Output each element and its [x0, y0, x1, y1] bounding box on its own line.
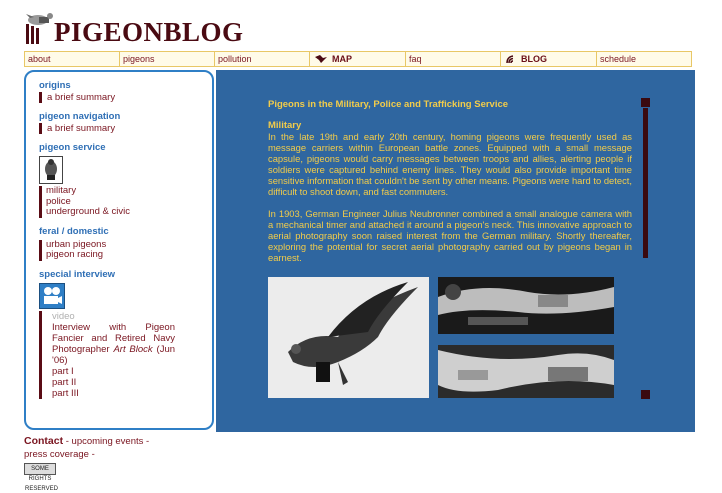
sidebar-title-feral[interactable]: feral / domestic [39, 225, 109, 237]
sidebar-link-military[interactable]: military [46, 185, 77, 196]
signal-waves-icon [505, 54, 517, 64]
sidebar-link-origins-summary[interactable]: a brief summary [39, 92, 212, 103]
sidebar-title-navigation[interactable]: pigeon navigation [39, 111, 121, 122]
nav-blog[interactable] [501, 52, 597, 66]
article [268, 99, 632, 274]
article-paragraph-1: In the late 19th and early 20th century, homing pigeons were frequently used as message carriers within European battle zones. Equipped with a small message capsule, pigeons would carry messages between troops and allies, alerting people if soldiers were captured behind enemy lines. They would also provide important time sensitive information that couldn't be sent by other means. Pigeons were hard to detect, difficult to shoot down, and fast commuters. [268, 131, 632, 197]
video-camera-thumbnail[interactable] [39, 283, 65, 309]
interview-part-2[interactable]: part II [52, 376, 77, 388]
sidebar-title-service[interactable]: pigeon service [39, 142, 106, 153]
nav-map[interactable] [310, 52, 406, 66]
video-label: video [52, 310, 75, 322]
video-camera-icon [40, 284, 64, 308]
interview-part-3[interactable]: part III [52, 387, 79, 399]
sidebar-title-origins[interactable]: origins [39, 80, 71, 91]
service-links [39, 186, 212, 218]
nav-about[interactable]: about [25, 52, 120, 66]
pigeon-photo-thumbnail[interactable] [39, 156, 63, 184]
interview-part-1[interactable]: part I [52, 365, 74, 377]
nav-pollution[interactable]: pollution [215, 52, 310, 66]
main-content-panel [216, 70, 695, 432]
article-heading: Pigeons in the Military, Police and Trafficking Service [268, 99, 509, 110]
pigeon-thumbnail-icon [40, 157, 62, 183]
nav-pigeons[interactable]: pigeons [120, 52, 215, 66]
creative-commons-badge[interactable]: SOME RIGHTS RESERVED [24, 463, 56, 475]
aerial-photo-1 [438, 277, 614, 334]
sidebar-link-urban-pigeons[interactable]: urban pigeons [46, 238, 107, 250]
contact-link[interactable]: Contact [24, 435, 64, 447]
site-logo[interactable] [24, 10, 274, 48]
scroll-down-button[interactable] [641, 390, 650, 399]
nav-schedule[interactable]: schedule [600, 54, 637, 64]
pigeon-with-camera-photo [268, 277, 429, 398]
scroll-up-button[interactable] [641, 98, 650, 107]
logo-text: PIGEONBLOG [54, 17, 244, 47]
sidebar-title-interview[interactable]: special interview [39, 268, 116, 280]
aerial-photo-2 [438, 345, 614, 398]
sidebar-link-police[interactable]: police [46, 195, 71, 207]
interview-description: Interview with Pigeon Fancier and Retired Navy Photographer Art Block (Jun '06) [52, 321, 176, 366]
sidebar-link-underground-civic[interactable]: underground & civic [46, 206, 130, 217]
upcoming-events-link[interactable]: upcoming events [71, 436, 144, 447]
article-paragraph-2: In 1903, German Engineer Julius Neubronner combined a small analogue camera with a mechanical timer and attached it around a pigeon's neck. This innovative approach to aerial photography soon raised interest from the German military. Shortly thereafter, exploring the potential for secret aerial photography carried out by pigeons began in earnest. [268, 208, 632, 263]
logo-pigeon-camera-icon [24, 12, 56, 46]
nav-faq[interactable]: faq [406, 52, 501, 66]
sidebar [24, 70, 214, 430]
nav-map-label: MAP [332, 54, 352, 64]
sidebar-link-pigeon-racing[interactable]: pigeon racing [46, 249, 104, 260]
article-subheading: Military [268, 120, 302, 131]
footer: Contact - upcoming events - press coverage - SOME RIGHTS RESERVED [24, 435, 150, 492]
scrollbar-track[interactable] [643, 108, 648, 258]
pigeon-icon [314, 54, 328, 64]
nav-blog-label: BLOG [521, 54, 547, 64]
sidebar-link-navigation-summary[interactable]: a brief summary [39, 123, 212, 134]
interview-block [39, 311, 175, 399]
press-coverage-link[interactable]: press coverage [24, 449, 89, 460]
feral-links [39, 240, 212, 261]
main-nav [24, 51, 692, 67]
